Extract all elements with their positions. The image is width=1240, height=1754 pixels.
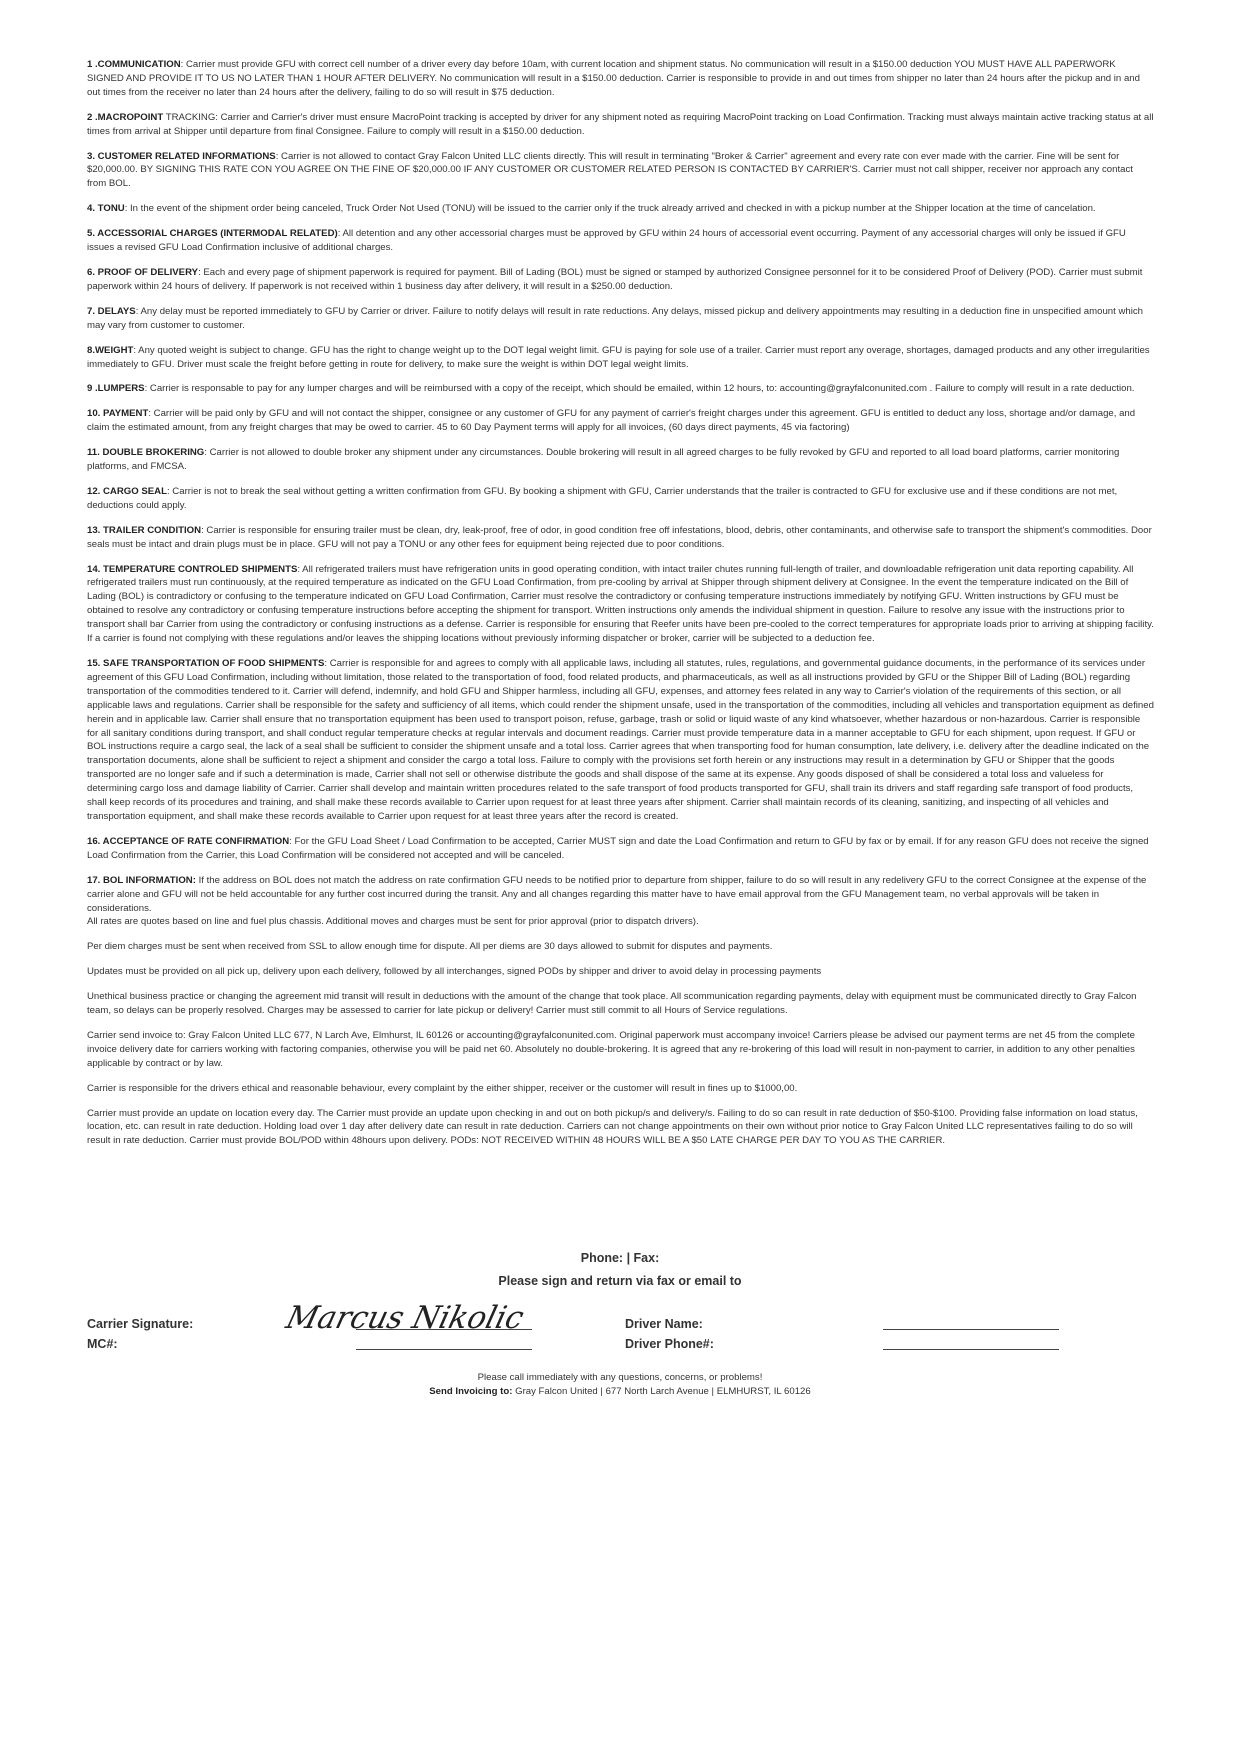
terms-body — [87, 58, 1154, 1159]
paragraph-heading: 17. BOL INFORMATION: — [87, 874, 196, 886]
mc-label: MC#: — [87, 1337, 118, 1351]
paragraph-text: Per diem charges must be sent when received from SSL to allow enough time for dispute. All per diems are 30 days allowed to submit for disputes and payments. — [87, 941, 773, 953]
terms-paragraph — [87, 227, 1154, 255]
terms-paragraph — [87, 1029, 1154, 1071]
paragraph-heading: 2 .MACROPOINT — [87, 111, 164, 123]
paragraph-text: : Carrier is not allowed to double broker any shipment under any circumstances. Double brokering will result in all agreed charges to be fully revoked by GFU and reported to all load board platforms, carrier monitoring platforms, and FMCSA. — [87, 447, 1120, 473]
paragraph-text: : Each and every page of shipment paperwork is required for payment. Bill of Lading (BOL) must be signed or stamped by authorized Consignee personnel for it to be considered Proof of Delivery (POD). Carrier must submit paperwork within 24 hours of delivery. If paperwork is not received within 1 business day after delivery, it will result in a $250.00 deduction. — [87, 266, 1143, 292]
driver-phone-line — [883, 1349, 1059, 1350]
paragraph-text: : Any delay must be reported immediately to GFU by Carrier or driver. Failure to notify delays will result in rate reductions. Any delays, missed pickup and delivery appointments may resulting in a deduction fine in unspecified amount which may vary from customer to customer. — [87, 305, 1143, 331]
terms-paragraph — [87, 266, 1154, 294]
paragraph-heading: 13. TRAILER CONDITION — [87, 524, 202, 536]
paragraph-text: : All detention and any other accessorial charges must be approved by GFU within 24 hours of accessorial event occurring. Payment of any accessorial charges will only be issued if GFU issues a revised GFU Load Confirmation inclusive of additional charges. — [87, 228, 1126, 254]
footer-invoice-label: Send Invoicing to: — [429, 1386, 513, 1397]
paragraph-text: : Carrier must provide GFU with correct cell number of a driver every day before 10am, with current location and shipment status. No communication will result in a $150.00 deduction YOU MUST HAVE ALL PAPERWORK SIGNED AND PROVIDE IT TO US NO LATER THAN 1 HOUR AFTER DELIVERY. No communication will result in a $150.00 deduction. Carrier is responsible to provide in and out times from shipper no later than 24 hours after the pickup and in and out times from the receiver no later than 24 hours after the delivery, failing to do so will result in $75 deduction. — [87, 59, 1140, 98]
signature-text: Marcus Nikolic — [282, 1300, 532, 1336]
terms-paragraph — [87, 305, 1154, 333]
terms-paragraph — [87, 58, 1154, 100]
paragraph-heading: 12. CARGO SEAL — [87, 485, 167, 497]
paragraph-text: If the address on BOL does not match the address on rate confirmation GFU needs to be notified prior to departure from shipper, failure to do so will result in any redelivery GFU to the correct Consignee at the expense of the carrier alone and GFU will not be held accountable for any further cost incurred during the transit. Any and all changes regarding this matter have to have email approval from the GFU Management team, no verbal approvals will be taken in considerations. — [87, 874, 1147, 914]
mc-line — [356, 1349, 532, 1350]
carrier-signature-label: Carrier Signature: — [87, 1317, 194, 1331]
paragraph-text: : For the GFU Load Sheet / Load Confirmation to be accepted, Carrier MUST sign and date the Load Confirmation and return to GFU by fax or by email. If for any reason GFU does not receive the signed Load Confirmation from the Carrier, this Load Confirmation will be considered not accepted and will be canceled. — [87, 835, 1149, 861]
paragraph-heading: 7. DELAYS — [87, 305, 136, 317]
terms-paragraph — [87, 835, 1154, 863]
paragraph-heading: 5. ACCESSORIAL CHARGES (INTERMODAL RELATED) — [87, 228, 338, 240]
terms-paragraph — [87, 344, 1154, 372]
paragraph-heading: 10. PAYMENT — [87, 408, 149, 420]
paragraph-heading: 6. PROOF OF DELIVERY — [87, 266, 199, 278]
terms-paragraph — [87, 1082, 1154, 1096]
paragraph-text: : Carrier is responsible for and agrees to comply with all applicable laws, including all statutes, rules, regulations, and governmental guidance documents, in the performance of its services under agreement of this GFU Load Confirmation, including without limitation, those related to the transportation of food, food related products, and pharmaceuticals, as well as all instructions provided by GFU or the Shipper Bill of Lading (BOL) regarding transportation of the commodities tendered to it. Carrier will defend, indemnify, and hold GFU and Shipper harmless, including all GFU, expenses, and attorney fees related in any way to Carrier's violation of the requirements of this section, or all applicable laws and regulations. Carrier shall be responsible for the safety and sufficiency of all items, which could render the shipment unsafe, used in the transportation of the commodities, including all vehicles and transportation equipment as defined herein and in applicable law. Carrier shall ensure that no transportation equipment has been used to transport poison, refuse, garbage, trash or solid or liquid waste of any kind whatsoever, whether hazardous or non-hazardous. Carrier is responsible for all sanitary conditions during transport, and shall conduct regular temperature checks at regular intervals and document readings. Carrier must provide temperature data in a manner acceptable to GFU for each shipment, upon request. If GFU or BOL instructions require a cargo seal, the lack of a seal shall be sufficient to consider the shipment unsafe and a total loss. Carrier agrees that when transporting food for human consumption, late delivery, i.e. delivery after the deadline indicated on the transportation documents, alone shall be sufficient to reject a shipment and consider the cargo a total loss. Failure to comply with the provisions set forth herein or any instructions may result in a determination by GFU or Shipper that the goods transported are no longer safe and if such a determination is made, Carrier shall not sell or otherwise distribute the goods and shall dispose of the same at its expense. Any goods disposed of shall be considered a total loss and valueless for determining cargo loss and damage liability of Carrier. Carrier shall develop and maintain written procedures related to the safe transport of food products transported for GFU, shall train its drivers and staff regarding safe transport of food products, shall keep records of its procedures and training, and shall make these records available to Carrier upon request for at least three years after shipment. Carrier shall maintain records of its cleaning, sanitizing, and inspecting of all vehicles and transportation equipment, and shall make these records available to Carrier upon request for at least three years after the record is created. — [87, 658, 1154, 822]
footer-call-line: Please call immediately with any questions, concerns, or problems! — [477, 1372, 763, 1383]
terms-paragraph — [87, 915, 1154, 929]
paragraph-heading: 9 .LUMPERS — [87, 383, 145, 395]
terms-paragraph — [87, 1107, 1154, 1149]
paragraph-text: : Carrier is responsable to pay for any lumper charges and will be reimbursed with a copy of the receipt, which should be emailed, within 12 hours, to: accounting@grayfalconunited.com . Failure to comply will result in a rate deduction. — [144, 383, 1135, 395]
paragraph-text: TRACKING: Carrier and Carrier's driver must ensure MacroPoint tracking is accepted by driver for any shipment noted as requiring MacroPoint tracking on Load Confirmation. Tracking must always maintain active tracking status at all times from arrival at Shipper until departure from final Consignee. Failure to comply will result in a $150.00 deduction. — [87, 111, 1154, 137]
terms-paragraph — [87, 990, 1154, 1018]
paragraph-text: : Carrier is not to break the seal without getting a written confirmation from GFU. By booking a shipment with GFU, Carrier understands that the trailer is contracted to GFU for exclusive use and if these conditions are not met, deductions could apply. — [87, 485, 1118, 511]
terms-paragraph — [87, 150, 1154, 192]
footer-invoice-address: Gray Falcon United | 677 North Larch Avenue | ELMHURST, IL 60126 — [512, 1386, 811, 1397]
paragraph-text: : In the event of the shipment order being canceled, Truck Order Not Used (TONU) will be issued to the carrier only if the truck already arrived and checked in with a pickup number at the Shipper location at the time of cancelation. — [124, 203, 1096, 215]
driver-name-line — [883, 1329, 1059, 1330]
paragraph-heading: 4. TONU — [87, 203, 125, 215]
driver-phone-label: Driver Phone#: — [625, 1337, 714, 1351]
paragraph-heading: 16. ACCEPTANCE OF RATE CONFIRMATION — [87, 835, 290, 847]
contact-phone-fax: Phone: | Fax: — [580, 1251, 660, 1265]
paragraph-heading: 1 .COMMUNICATION — [87, 59, 181, 70]
paragraph-text: Carrier must provide an update on location every day. The Carrier must provide an update upon checking in and out on both pickup/s and delivery/s. Failing to do so can result in rate deduction of $50-$100. Providing false information on load status, location, etc. can result in rate deduction. Holding load over 1 day after delivery date can result in rate deduction. Carriers can not change appointments on their own without prior notice to Gray Falcon United LLC representatives failing to do so will result in rate deduction. Carrier must provide BOL/POD within 48hours upon delivery. PODs: NOT RECEIVED WITHIN 48 HOURS WILL BE A $50 LATE CHARGE PER DAY TO YOU AS THE CARRIER. — [87, 1107, 1138, 1147]
paragraph-text: : Carrier is not allowed to contact Gray Falcon United LLC clients directly. This will result in terminating "Broker & Carrier" agreement and every rate con ever made with the carrier. Fine will be sent for $20,000.00. BY SIGNING THIS RATE CON YOU AGREE ON THE FINE OF $20,000.00 IF ANY CUSTOMER OR CUSTOMER RELATED PERSON IS CONTACTED BY CARRIER'S. Carrier must not call shipper, receiver nor approach any contact from BOL. — [87, 150, 1133, 190]
terms-paragraph — [87, 202, 1154, 216]
paragraph-text: : Carrier is responsible for ensuring trailer must be clean, dry, leak-proof, free of odor, in good condition free off infestations, blood, debris, other contaminants, and otherwise safe to transport the shipment's commodities. Door seals must be intact and drain plugs must be in place. GFU will not pay a TONU or any other fees for equipment being rejected due to poor conditions. — [87, 524, 1152, 550]
paragraph-text: : All refrigerated trailers must have refrigeration units in good operating condition, with intact trailer chutes running full-length of trailer, and downloadable refrigeration unit data reporting capability. All refrigerated trailers must run continuously, at the required temperature as indicated on the GFU Load Confirmation, from pre-cooling by arrival at Shipper through shipment delivery at Consignee. In the event the temperature indicated on the Bill of Lading (BOL) is contradictory or confusing to the temperature indicated on GFU Load Confirmation, Carrier must resolve the contradictory or confusing temperature instructions immediately by notifying GFU. Written instructions by GFU must be obtained to resolve any contradictory or confusing temperature instructions before accepting the shipment for transport. Written instructions only amends the individual shipment in question. Failure to resolve any issue with the instructions prior to transport shall bar Carrier from using the contradictory or confusing instructions as a defense. Carrier is responsible for ensuring that Reefer units have been pre-cooled to the correct temperatures for appropriate loads prior to arriving at shipping facility. If a carrier is found not complying with these regulations and/or leaves the shipping locations without previously informing dispatcher or broker, carrier will be subjected to a deduction fee. — [87, 563, 1154, 645]
paragraph-text: : Any quoted weight is subject to change. GFU has the right to change weight up to the DOT legal weight limit. GFU is paying for sole use of a trailer. Carrier must report any overage, shortages, damaged products and any other irregularities immediately to GFU. Driver must scale the freight before getting in route for delivery, to make sure the weight is within DOT legal weight limits. — [87, 344, 1150, 370]
paragraph-heading: 11. DOUBLE BROKERING — [87, 447, 205, 459]
paragraph-text: Updates must be provided on all pick up, delivery upon each delivery, followed by all interchanges, signed PODs by shipper and driver to avoid delay in processing payments — [87, 966, 822, 978]
footer-invoice-line — [0, 1386, 1240, 1397]
terms-paragraph — [87, 407, 1154, 435]
terms-paragraph — [87, 485, 1154, 513]
terms-paragraph — [87, 111, 1154, 139]
sign-return-instruction: Please sign and return via fax or email to — [498, 1274, 742, 1288]
terms-paragraph — [87, 965, 1154, 979]
paragraph-heading: 8.WEIGHT — [87, 344, 134, 356]
driver-name-label: Driver Name: — [625, 1317, 703, 1331]
paragraph-text: Carrier is responsible for the drivers ethical and reasonable behaviour, every complaint by the either shipper, receiver or the customer will result in fines up to $1000,00. — [87, 1082, 798, 1094]
paragraph-heading: 3. CUSTOMER RELATED INFORMATIONS — [87, 150, 276, 162]
paragraph-text: : Carrier will be paid only by GFU and will not contact the shipper, consignee or any customer of GFU for any payment of carrier's freight charges under this agreement. GFU is entitled to deduct any loss, shortage and/or damage, and claim the estimated amount, from any freight charges that may be owed to carrier. 45 to 60 Day Payment terms will apply for all invoices, (60 days direct payments, 45 via factoring) — [87, 408, 1136, 434]
terms-paragraph — [87, 446, 1154, 474]
handwritten-signature — [282, 1298, 542, 1343]
terms-paragraph — [87, 524, 1154, 552]
paragraph-text: Unethical business practice or changing the agreement mid transit will result in deductions with the amount of the change that took place. All scommunication regarding payments, delay with equipment must be communicated directly to Gray Falcon team, so delays can be properly resolved. Charges may be assessed to carrier for late pickup or delivery! Carrier must still commit to all Hours of Service regulations. — [87, 991, 1137, 1017]
terms-paragraph — [87, 563, 1154, 646]
terms-paragraph — [87, 940, 1154, 954]
paragraph-text: All rates are quotes based on line and fuel plus chassis. Additional moves and charges must be sent for prior approval (prior to dispatch drivers). — [87, 916, 699, 928]
paragraph-heading: 14. TEMPERATURE CONTROLED SHIPMENTS — [87, 563, 298, 575]
terms-paragraph — [87, 657, 1154, 824]
terms-paragraph — [87, 874, 1154, 916]
terms-paragraph — [87, 382, 1154, 396]
paragraph-heading: 15. SAFE TRANSPORTATION OF FOOD SHIPMENTS — [87, 658, 325, 669]
paragraph-text: Carrier send invoice to: Gray Falcon United LLC 677, N Larch Ave, Elmhurst, IL 60126 or accounting@grayfalconunited.com. Original paperwork must accompany invoice! Carriers please be advised our payment terms are net 45 from the complete invoice delivery date for carriers working with factoring companies, otherwise you will be paid net 60. Absolutely no double-brokering. It is agreed that any re-brokering of this load will result in non-payment to carrier, in addition to any other penalties applicable by contract or by law. — [87, 1029, 1135, 1069]
